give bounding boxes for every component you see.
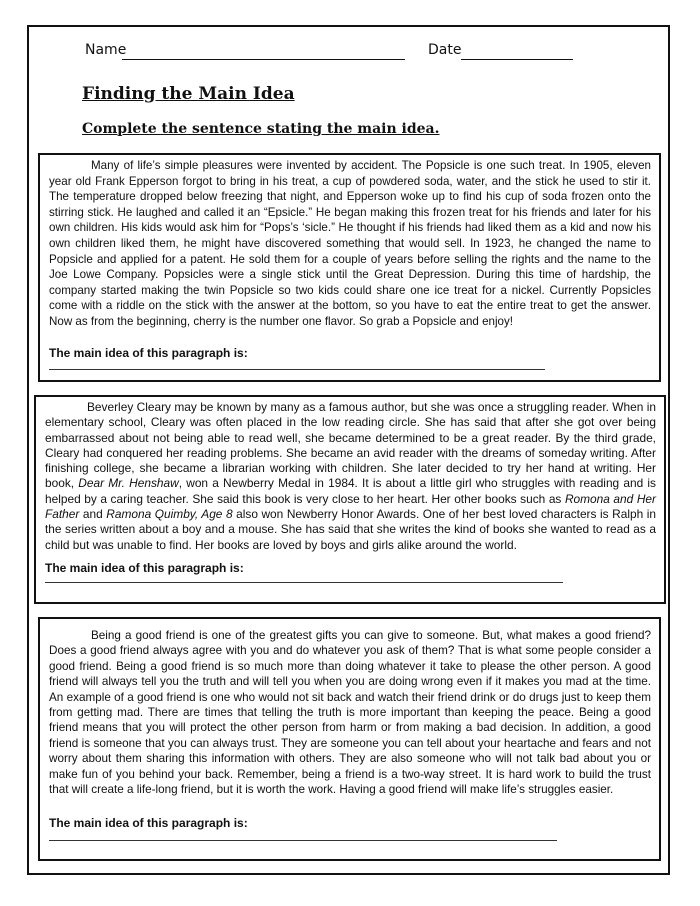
passage-text: [49, 158, 651, 330]
passage-box-cleary: [34, 395, 666, 604]
main-idea-prompt: The main idea of this paragraph is:: [49, 816, 248, 830]
instructions: Complete the sentence stating the main idea.: [82, 121, 440, 137]
answer-line[interactable]: [49, 369, 545, 370]
passage-box-friend: [38, 617, 661, 861]
book-title: Dear Mr. Henshaw: [78, 476, 179, 491]
worksheet-title: Finding the Main Idea: [82, 84, 295, 104]
passage-body: and: [79, 507, 107, 522]
answer-line[interactable]: [49, 840, 557, 841]
passage-text: [49, 628, 651, 797]
passage-text: [45, 400, 656, 553]
answer-line[interactable]: [45, 582, 563, 583]
date-label: Date: [428, 42, 462, 58]
main-idea-prompt: The main idea of this paragraph is:: [49, 346, 248, 360]
passage-body: Beverley Cleary may be known by many as a famous author, but she was once a struggling reader. When in elementary school, Cleary was often placed in the low reading circle. She has said that after she got over being embarrassed about not being able to read well, she became determined to be a great reader. By the third grade, Cleary had conquered her reading problems. She became an avid reader with the dreams of someday writing. After finishing college, she became a librarian working with children. She later decided to try her hand at writing. Her book,: [45, 400, 656, 491]
name-label: Name: [85, 42, 127, 58]
main-idea-prompt: The main idea of this paragraph is:: [45, 561, 244, 575]
passage-body: , won a Newberry Medal in 1984. It is about a little girl who struggles with reading and is helped by a caring teacher. She said this book is very close to her heart. Her other books such as: [45, 476, 656, 506]
name-field[interactable]: [122, 59, 405, 60]
passage-body: also won Newberry Honor Awards. One of her best loved characters is Ralph in the series written about a boy and a mouse. She has said that she writes the kind of books she wanted to read as a child but was unable to find. Her books are loved by boys and girls alike around the world.: [45, 507, 656, 552]
book-title: Ramona Quimby, Age 8: [106, 507, 233, 522]
passage-box-popsicle: [38, 153, 661, 382]
passage-body: Many of life’s simple pleasures were invented by accident. The Popsicle is one such treat. In 1905, eleven year old Frank Epperson forgot to bring in his treat, a cup of powdered soda, water, and the stick he used to stir it. The temperature dropped below freezing that night, and Epperson woke up to find his cup of soda frozen onto the stirring stick. He laughed and called it an “Epsicle.” He began making this frozen treat for his friends and later for his own children. His kids would ask him for “Pops’s ‘sicle.” He thought if his friends had liked them as a kid and now his own children liked them, he might have discovered something that would sell. In 1923, he changed the name to Popsicle and applied for a patent. He sold them for a couple of years before selling the rights and the name to the Joe Lowe Company. Popsicles were a single stick until the Great Depression. During this time of hardship, the company started making the twin Popsicle so two kids could share one ice treat for a nickel. Currently Popsicles come with a riddle on the stick with the answer at the bottom, so you have to eat the entire treat to get the answer. Now as from the beginning, cherry is the number one flavor. So grab a Popsicle and enjoy!: [49, 159, 651, 328]
passage-body: Being a good friend is one of the greatest gifts you can give to someone. But, what makes a good friend? Does a good friend always agree with you and do whatever you ask of them? That is what some people consider a good friend. Being a good friend is so much more than doing whatever it take to please the other person. A good friend will always tell you the truth and will tell you when you are doing wrong even if it makes you mad at the time. An example of a good friend is one who would not sit back and watch their friend drink or do drugs just to keep them from getting mad. There are times that telling the truth is more important than keeping the peace. Being a good friend means that you will protect the other person from harm or from making a bad decision. In addition, a good friend is someone that you can always trust. They are someone you can tell about your heartache and fears and not worry about them sharing this information with others. They are also someone who will not talk bad about you or make fun of you behind your back. Remember, being a friend is a two-way street. It is hard work to build the trust that will create a life-long friend, but it is worth the work. Having a good friend will make life’s struggles easier.: [49, 629, 651, 797]
date-field[interactable]: [461, 59, 573, 60]
book-title: Romona and Her Father: [45, 491, 656, 522]
